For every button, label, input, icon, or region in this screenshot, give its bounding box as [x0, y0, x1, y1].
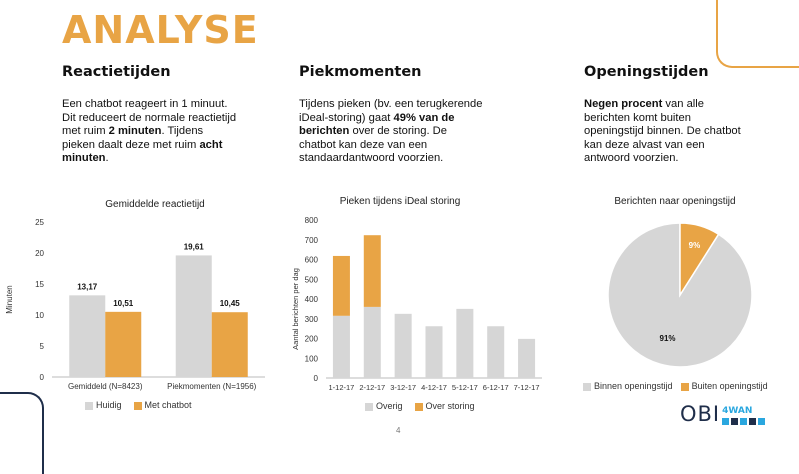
bar-huidig: [69, 295, 105, 377]
bar-overig: [487, 326, 504, 378]
paragraph-reactietijden: Een chatbot reageert in 1 minuut. Dit reduceert de normale reactietijd met ruim 2 minuten. Tijdens pieken daalt deze met ruim acht minuten.: [62, 98, 237, 165]
x-tick-label: 6-12-17: [482, 383, 509, 392]
logo-square: [731, 418, 738, 425]
y-tick-label: 200: [304, 334, 318, 344]
pie-label: 91%: [659, 333, 676, 343]
x-tick-label: 5-12-17: [451, 383, 478, 392]
y-axis-label: Minuten: [5, 285, 14, 314]
y-tick-label: 300: [304, 314, 318, 324]
logo-squares: [722, 418, 765, 425]
obi4wan-logo: [680, 404, 765, 425]
y-tick-label: 5: [39, 342, 44, 351]
legend-item-overig: Overig: [365, 401, 403, 411]
bar-overig: [364, 307, 381, 378]
chart-gemiddelde-reactietijd: [0, 210, 280, 400]
logo-square: [749, 418, 756, 425]
y-tick-label: 10: [35, 311, 44, 320]
bar-huidig: [176, 255, 212, 377]
y-tick-label: 700: [304, 235, 318, 245]
chart-berichten-openingstijd: [600, 215, 760, 375]
bar-overig: [456, 309, 473, 378]
y-tick-label: 400: [304, 295, 318, 304]
data-label: 10,51: [113, 298, 134, 308]
page-number: 4: [396, 426, 401, 435]
chart2-legend: [365, 401, 475, 411]
logo-text: OBI: [680, 402, 721, 426]
y-tick-label: 800: [304, 216, 318, 225]
bar-met-chatbot: [105, 312, 141, 377]
legend-item-over-storing: Over storing: [415, 401, 475, 411]
x-tick-label: 3-12-17: [390, 383, 417, 392]
bar-overig: [395, 314, 412, 378]
heading-openingstijden: Openingstijden: [584, 64, 709, 80]
bar-met-chatbot: [212, 312, 248, 377]
bar-over-storing: [364, 235, 381, 307]
y-tick-label: 600: [304, 255, 318, 265]
chart-pieken-ideal-storing: [280, 210, 550, 400]
heading-piekmomenten: Piekmomenten: [299, 64, 422, 80]
legend-item-met-chatbot: Met chatbot: [134, 400, 192, 410]
chart1-title: Gemiddelde reactietijd: [105, 199, 205, 210]
data-label: 19,61: [183, 242, 204, 252]
chart1-legend: [85, 400, 192, 410]
y-tick-label: 20: [35, 249, 44, 258]
legend-item-huidig: Huidig: [85, 400, 122, 410]
bar-overig: [518, 339, 535, 378]
legend-item-binnen: Binnen openingstijd: [583, 381, 673, 391]
pie-label: 9%: [688, 241, 701, 251]
x-tick-label: 4-12-17: [421, 383, 447, 392]
logo-square: [722, 418, 729, 425]
heading-reactietijden: Reactietijden: [62, 64, 171, 80]
bar-overig: [426, 326, 443, 378]
data-label: 10,45: [219, 299, 240, 309]
legend-item-buiten: Buiten openingstijd: [681, 381, 768, 391]
page-title: ANALYSE: [62, 8, 259, 52]
bar-overig: [333, 316, 350, 378]
y-tick-label: 100: [304, 354, 318, 364]
logo-subtext: 4WAN: [722, 406, 753, 416]
y-tick-label: 0: [313, 374, 318, 383]
y-tick-label: 15: [35, 280, 44, 289]
chart3-title: Berichten naar openingstijd: [614, 196, 736, 207]
logo-square: [758, 418, 765, 425]
data-label: 13,17: [77, 282, 98, 292]
paragraph-openingstijden: Negen procent van alle berichten komt buiten openingstijd binnen. De chatbot kan deze alvast van een antwoord voorzien.: [584, 98, 741, 165]
y-axis-label: Aantal berichten per dag: [291, 268, 300, 350]
chart2-title: Pieken tijdens iDeal storing: [339, 196, 461, 207]
x-tick-label: 1-12-17: [328, 383, 355, 392]
x-tick-label: 2-12-17: [359, 383, 386, 392]
corner-decoration-bottom-left: [0, 392, 44, 474]
chart3-legend: [583, 381, 768, 391]
paragraph-piekmomenten: Tijdens pieken (bv. een terugkerende iDeal-storing) gaat 49% van de berichten over de storing. De chatbot kan deze van een standaardantwoord voorzien.: [299, 98, 483, 165]
logo-square: [740, 418, 747, 425]
x-tick-label: 7-12-17: [513, 383, 540, 392]
y-tick-label: 0: [39, 373, 44, 382]
y-tick-label: 500: [304, 275, 318, 285]
x-tick-label: Gemiddeld (N=8423): [68, 382, 143, 391]
bar-over-storing: [333, 256, 350, 316]
y-tick-label: 25: [35, 218, 44, 227]
corner-decoration-top-right: [716, 0, 799, 68]
x-tick-label: Piekmomenten (N=1956): [167, 382, 257, 391]
